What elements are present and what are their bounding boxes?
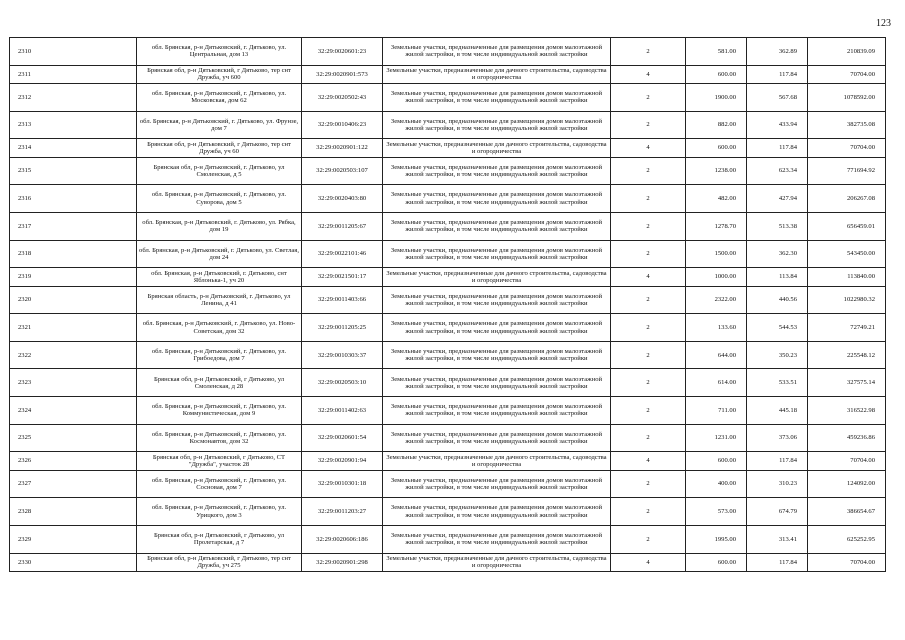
row-number-cell: 2322 bbox=[10, 341, 137, 369]
permitted-use-cell: Земельные участки, предназначенные для дачного строительства, садоводства и огородничества bbox=[383, 452, 611, 471]
cadastral-number-cell: 32:29:0020503:107 bbox=[302, 157, 383, 185]
permitted-use-cell: Земельные участки, предназначенные для размещения домов малоэтажной жилой застройки, в том числе индивидуальной жилой застройки bbox=[383, 286, 611, 314]
specific-value-cell: 373.06 bbox=[747, 424, 808, 452]
address-cell: обл. Брянская, р-н Дятьковский, г. Дятьково, ул. Центральная, дом 13 bbox=[137, 38, 302, 66]
cadastral-value-cell: 382735.08 bbox=[808, 111, 886, 139]
cadastral-value-cell: 225548.12 bbox=[808, 341, 886, 369]
cadastral-value-cell: 625252.95 bbox=[808, 525, 886, 553]
row-number-cell: 2327 bbox=[10, 470, 137, 498]
address-cell: Брянская обл, р-н Дятьковский, г Дятьково, ул Пролетарская, д 7 bbox=[137, 525, 302, 553]
permitted-use-cell: Земельные участки, предназначенные для размещения домов малоэтажной жилой застройки, в том числе индивидуальной жилой застройки bbox=[383, 38, 611, 66]
zone-cell: 2 bbox=[611, 369, 686, 397]
table-row bbox=[10, 38, 886, 66]
zone-cell: 2 bbox=[611, 397, 686, 425]
address-cell: Брянская область, р-н Дятьковский, г. Дятьково, ул Ленина, д 41 bbox=[137, 286, 302, 314]
cadastral-number-cell: 32:29:0020901:573 bbox=[302, 65, 383, 84]
specific-value-cell: 433.94 bbox=[747, 111, 808, 139]
area-cell: 581.00 bbox=[686, 38, 747, 66]
row-number-cell: 2318 bbox=[10, 240, 137, 268]
row-number-cell: 2321 bbox=[10, 314, 137, 342]
row-number-cell: 2312 bbox=[10, 84, 137, 112]
cadastral-value-cell: 124092.00 bbox=[808, 470, 886, 498]
row-number-cell: 2314 bbox=[10, 139, 137, 158]
row-number-cell: 2319 bbox=[10, 268, 137, 287]
address-cell: обл. Брянская, р-н Дятьковский, г. Дятьково, ул. Светлая, дом 24 bbox=[137, 240, 302, 268]
specific-value-cell: 362.89 bbox=[747, 38, 808, 66]
table-row bbox=[10, 369, 886, 397]
table-row bbox=[10, 553, 886, 572]
cadastral-number-cell: 32:29:0020606:186 bbox=[302, 525, 383, 553]
zone-cell: 2 bbox=[611, 470, 686, 498]
table-row bbox=[10, 397, 886, 425]
table-row bbox=[10, 424, 886, 452]
area-cell: 600.00 bbox=[686, 65, 747, 84]
area-cell: 400.00 bbox=[686, 470, 747, 498]
permitted-use-cell: Земельные участки, предназначенные для размещения домов малоэтажной жилой застройки, в том числе индивидуальной жилой застройки bbox=[383, 111, 611, 139]
row-number-cell: 2328 bbox=[10, 498, 137, 526]
row-number-cell: 2316 bbox=[10, 185, 137, 213]
row-number-cell: 2320 bbox=[10, 286, 137, 314]
zone-cell: 4 bbox=[611, 139, 686, 158]
zone-cell: 2 bbox=[611, 38, 686, 66]
specific-value-cell: 117.84 bbox=[747, 65, 808, 84]
area-cell: 600.00 bbox=[686, 553, 747, 572]
zone-cell: 2 bbox=[611, 341, 686, 369]
area-cell: 644.00 bbox=[686, 341, 747, 369]
cadastral-value-cell: 543450.00 bbox=[808, 240, 886, 268]
table-row bbox=[10, 525, 886, 553]
permitted-use-cell: Земельные участки, предназначенные для размещения домов малоэтажной жилой застройки, в том числе индивидуальной жилой застройки bbox=[383, 185, 611, 213]
area-cell: 614.00 bbox=[686, 369, 747, 397]
cadastral-value-cell: 206267.08 bbox=[808, 185, 886, 213]
specific-value-cell: 362.30 bbox=[747, 240, 808, 268]
cadastral-number-cell: 32:29:0021501:17 bbox=[302, 268, 383, 287]
address-cell: обл. Брянская, р-н Дятьковский, г. Дятьково, ул. Суворова, дом 5 bbox=[137, 185, 302, 213]
table-row bbox=[10, 139, 886, 158]
zone-cell: 2 bbox=[611, 111, 686, 139]
zone-cell: 2 bbox=[611, 240, 686, 268]
zone-cell: 4 bbox=[611, 553, 686, 572]
specific-value-cell: 117.84 bbox=[747, 139, 808, 158]
permitted-use-cell: Земельные участки, предназначенные для дачного строительства, садоводства и огородничества bbox=[383, 65, 611, 84]
address-cell: Брянская обл, р-н Дятьковский, г. Дятьково, ул Смоленская, д 5 bbox=[137, 157, 302, 185]
specific-value-cell: 440.56 bbox=[747, 286, 808, 314]
table-row bbox=[10, 268, 886, 287]
area-cell: 882.00 bbox=[686, 111, 747, 139]
permitted-use-cell: Земельные участки, предназначенные для размещения домов малоэтажной жилой застройки, в том числе индивидуальной жилой застройки bbox=[383, 341, 611, 369]
specific-value-cell: 513.38 bbox=[747, 212, 808, 240]
address-cell: обл. Брянская, р-н Дятьковский, г. Дятьково, ул. Фрунзе, дом 7 bbox=[137, 111, 302, 139]
area-cell: 1278.70 bbox=[686, 212, 747, 240]
cadastral-number-cell: 32:29:0010303:37 bbox=[302, 341, 383, 369]
area-cell: 1995.00 bbox=[686, 525, 747, 553]
table-row bbox=[10, 157, 886, 185]
zone-cell: 2 bbox=[611, 212, 686, 240]
row-number-cell: 2315 bbox=[10, 157, 137, 185]
row-number-cell: 2313 bbox=[10, 111, 137, 139]
cadastral-value-cell: 459236.86 bbox=[808, 424, 886, 452]
cadastral-value-cell: 386654.67 bbox=[808, 498, 886, 526]
cadastral-number-cell: 32:29:0010406:23 bbox=[302, 111, 383, 139]
table-row bbox=[10, 286, 886, 314]
specific-value-cell: 117.84 bbox=[747, 553, 808, 572]
area-cell: 482.00 bbox=[686, 185, 747, 213]
permitted-use-cell: Земельные участки, предназначенные для размещения домов малоэтажной жилой застройки, в том числе индивидуальной жилой застройки bbox=[383, 470, 611, 498]
specific-value-cell: 674.79 bbox=[747, 498, 808, 526]
cadastral-number-cell: 32:29:0011205:67 bbox=[302, 212, 383, 240]
row-number-cell: 2329 bbox=[10, 525, 137, 553]
zone-cell: 2 bbox=[611, 498, 686, 526]
specific-value-cell: 544.53 bbox=[747, 314, 808, 342]
permitted-use-cell: Земельные участки, предназначенные для дачного строительства, садоводства и огородничества bbox=[383, 268, 611, 287]
specific-value-cell: 427.94 bbox=[747, 185, 808, 213]
address-cell: Брянская обл, р-н Дятьковский, г Дятьково, тер снт Дружба, уч 60 bbox=[137, 139, 302, 158]
area-cell: 600.00 bbox=[686, 452, 747, 471]
area-cell: 2322.00 bbox=[686, 286, 747, 314]
zone-cell: 4 bbox=[611, 268, 686, 287]
table-row bbox=[10, 314, 886, 342]
address-cell: обл. Брянская, р-н Дятьковский, г. Дятьково, ул. Космонавтов, дом 32 bbox=[137, 424, 302, 452]
zone-cell: 2 bbox=[611, 84, 686, 112]
specific-value-cell: 350.23 bbox=[747, 341, 808, 369]
cadastral-value-cell: 113840.00 bbox=[808, 268, 886, 287]
table-row bbox=[10, 240, 886, 268]
cadastral-number-cell: 32:29:0010301:18 bbox=[302, 470, 383, 498]
area-cell: 1238.00 bbox=[686, 157, 747, 185]
permitted-use-cell: Земельные участки, предназначенные для размещения домов малоэтажной жилой застройки, в том числе индивидуальной жилой застройки bbox=[383, 157, 611, 185]
land-plots-table bbox=[9, 37, 886, 572]
cadastral-number-cell: 32:29:0020901:122 bbox=[302, 139, 383, 158]
zone-cell: 4 bbox=[611, 65, 686, 84]
cadastral-value-cell: 70704.00 bbox=[808, 553, 886, 572]
cadastral-number-cell: 32:29:0022101:46 bbox=[302, 240, 383, 268]
table-row bbox=[10, 452, 886, 471]
permitted-use-cell: Земельные участки, предназначенные для размещения домов малоэтажной жилой застройки, в том числе индивидуальной жилой застройки bbox=[383, 314, 611, 342]
area-cell: 711.00 bbox=[686, 397, 747, 425]
address-cell: Брянская обл, р-н Дятьковский, г Дятьково, СТ "Дружба", участок 28 bbox=[137, 452, 302, 471]
specific-value-cell: 313.41 bbox=[747, 525, 808, 553]
row-number-cell: 2330 bbox=[10, 553, 137, 572]
cadastral-value-cell: 70704.00 bbox=[808, 452, 886, 471]
address-cell: обл. Брянская, р-н Дятьковский, г. Дятьково, ул. Рябка, дом 19 bbox=[137, 212, 302, 240]
address-cell: Брянская обл, р-н Дятьковский, г Дятьково, тер снт Дружба, уч 275 bbox=[137, 553, 302, 572]
table-body bbox=[10, 38, 886, 572]
zone-cell: 2 bbox=[611, 314, 686, 342]
cadastral-number-cell: 32:29:0011203:27 bbox=[302, 498, 383, 526]
cadastral-value-cell: 316522.98 bbox=[808, 397, 886, 425]
area-cell: 600.00 bbox=[686, 139, 747, 158]
row-number-cell: 2323 bbox=[10, 369, 137, 397]
permitted-use-cell: Земельные участки, предназначенные для размещения домов малоэтажной жилой застройки, в том числе индивидуальной жилой застройки bbox=[383, 369, 611, 397]
specific-value-cell: 445.18 bbox=[747, 397, 808, 425]
row-number-cell: 2310 bbox=[10, 38, 137, 66]
permitted-use-cell: Земельные участки, предназначенные для размещения домов малоэтажной жилой застройки, в том числе индивидуальной жилой застройки bbox=[383, 424, 611, 452]
zone-cell: 2 bbox=[611, 157, 686, 185]
permitted-use-cell: Земельные участки, предназначенные для размещения домов малоэтажной жилой застройки, в том числе индивидуальной жилой застройки bbox=[383, 84, 611, 112]
zone-cell: 2 bbox=[611, 424, 686, 452]
table-row bbox=[10, 498, 886, 526]
row-number-cell: 2311 bbox=[10, 65, 137, 84]
permitted-use-cell: Земельные участки, предназначенные для размещения домов малоэтажной жилой застройки, в том числе индивидуальной жилой застройки bbox=[383, 498, 611, 526]
table-row bbox=[10, 212, 886, 240]
address-cell: Брянская обл, р-н Дятьковский, г Дятьково, тер снт Дружба, уч 600 bbox=[137, 65, 302, 84]
cadastral-number-cell: 32:29:0020403:80 bbox=[302, 185, 383, 213]
cadastral-number-cell: 32:29:0011403:66 bbox=[302, 286, 383, 314]
table-row bbox=[10, 470, 886, 498]
permitted-use-cell: Земельные участки, предназначенные для дачного строительства, садоводства и огородничества bbox=[383, 139, 611, 158]
area-cell: 1231.00 bbox=[686, 424, 747, 452]
address-cell: обл. Брянская, р-н Дятьковский, г. Дятьково, ул. Московская, дом 62 bbox=[137, 84, 302, 112]
page-number: 123 bbox=[876, 18, 891, 29]
cadastral-value-cell: 327575.14 bbox=[808, 369, 886, 397]
cadastral-number-cell: 32:29:0011402:63 bbox=[302, 397, 383, 425]
zone-cell: 2 bbox=[611, 185, 686, 213]
zone-cell: 2 bbox=[611, 286, 686, 314]
cadastral-number-cell: 32:29:0020901:298 bbox=[302, 553, 383, 572]
cadastral-value-cell: 656459.01 bbox=[808, 212, 886, 240]
cadastral-number-cell: 32:29:0020601:23 bbox=[302, 38, 383, 66]
table-row bbox=[10, 341, 886, 369]
table-row bbox=[10, 185, 886, 213]
cadastral-number-cell: 32:29:0020502:43 bbox=[302, 84, 383, 112]
specific-value-cell: 567.68 bbox=[747, 84, 808, 112]
zone-cell: 4 bbox=[611, 452, 686, 471]
specific-value-cell: 117.84 bbox=[747, 452, 808, 471]
permitted-use-cell: Земельные участки, предназначенные для размещения домов малоэтажной жилой застройки, в том числе индивидуальной жилой застройки bbox=[383, 525, 611, 553]
address-cell: обл. Брянская, р-н Дятьковский, г. Дятьково, ул. Урицкого, дом 3 bbox=[137, 498, 302, 526]
cadastral-value-cell: 771694.92 bbox=[808, 157, 886, 185]
area-cell: 1500.00 bbox=[686, 240, 747, 268]
row-number-cell: 2324 bbox=[10, 397, 137, 425]
cadastral-value-cell: 1078592.00 bbox=[808, 84, 886, 112]
address-cell: обл. Брянская, р-н Дятьковский, г. Дятьково, снт Яблонька-1, уч 20 bbox=[137, 268, 302, 287]
table-row bbox=[10, 65, 886, 84]
area-cell: 1900.00 bbox=[686, 84, 747, 112]
row-number-cell: 2326 bbox=[10, 452, 137, 471]
zone-cell: 2 bbox=[611, 525, 686, 553]
area-cell: 1000.00 bbox=[686, 268, 747, 287]
cadastral-number-cell: 32:29:0020601:54 bbox=[302, 424, 383, 452]
specific-value-cell: 113.84 bbox=[747, 268, 808, 287]
area-cell: 573.00 bbox=[686, 498, 747, 526]
specific-value-cell: 623.34 bbox=[747, 157, 808, 185]
permitted-use-cell: Земельные участки, предназначенные для размещения домов малоэтажной жилой застройки, в том числе индивидуальной жилой застройки bbox=[383, 240, 611, 268]
address-cell: обл. Брянская, р-н Дятьковский, г. Дятьково, ул. Грибоедова, дом 7 bbox=[137, 341, 302, 369]
permitted-use-cell: Земельные участки, предназначенные для дачного строительства, садоводства и огородничества bbox=[383, 553, 611, 572]
cadastral-value-cell: 210839.09 bbox=[808, 38, 886, 66]
specific-value-cell: 533.51 bbox=[747, 369, 808, 397]
permitted-use-cell: Земельные участки, предназначенные для размещения домов малоэтажной жилой застройки, в том числе индивидуальной жилой застройки bbox=[383, 212, 611, 240]
address-cell: обл. Брянская, р-н Дятьковский, г. Дятьково, ул. Сосновая, дом 7 bbox=[137, 470, 302, 498]
cadastral-number-cell: 32:29:0011205:25 bbox=[302, 314, 383, 342]
address-cell: обл. Брянская, р-н Дятьковский, г. Дятьково, ул. Ново-Советская, дом 32 bbox=[137, 314, 302, 342]
cadastral-number-cell: 32:29:0020901:94 bbox=[302, 452, 383, 471]
table-row bbox=[10, 84, 886, 112]
cadastral-value-cell: 70704.00 bbox=[808, 139, 886, 158]
address-cell: обл. Брянская, р-н Дятьковский, г. Дятьково, ул. Коммунистическая, дом 9 bbox=[137, 397, 302, 425]
permitted-use-cell: Земельные участки, предназначенные для размещения домов малоэтажной жилой застройки, в том числе индивидуальной жилой застройки bbox=[383, 397, 611, 425]
address-cell: Брянская обл, р-н Дятьковский, г Дятьково, ул Смоленская, д 28 bbox=[137, 369, 302, 397]
table-row bbox=[10, 111, 886, 139]
cadastral-value-cell: 1022980.32 bbox=[808, 286, 886, 314]
area-cell: 133.60 bbox=[686, 314, 747, 342]
row-number-cell: 2317 bbox=[10, 212, 137, 240]
row-number-cell: 2325 bbox=[10, 424, 137, 452]
cadastral-value-cell: 70704.00 bbox=[808, 65, 886, 84]
cadastral-value-cell: 72749.21 bbox=[808, 314, 886, 342]
specific-value-cell: 310.23 bbox=[747, 470, 808, 498]
cadastral-number-cell: 32:29:0020503:10 bbox=[302, 369, 383, 397]
